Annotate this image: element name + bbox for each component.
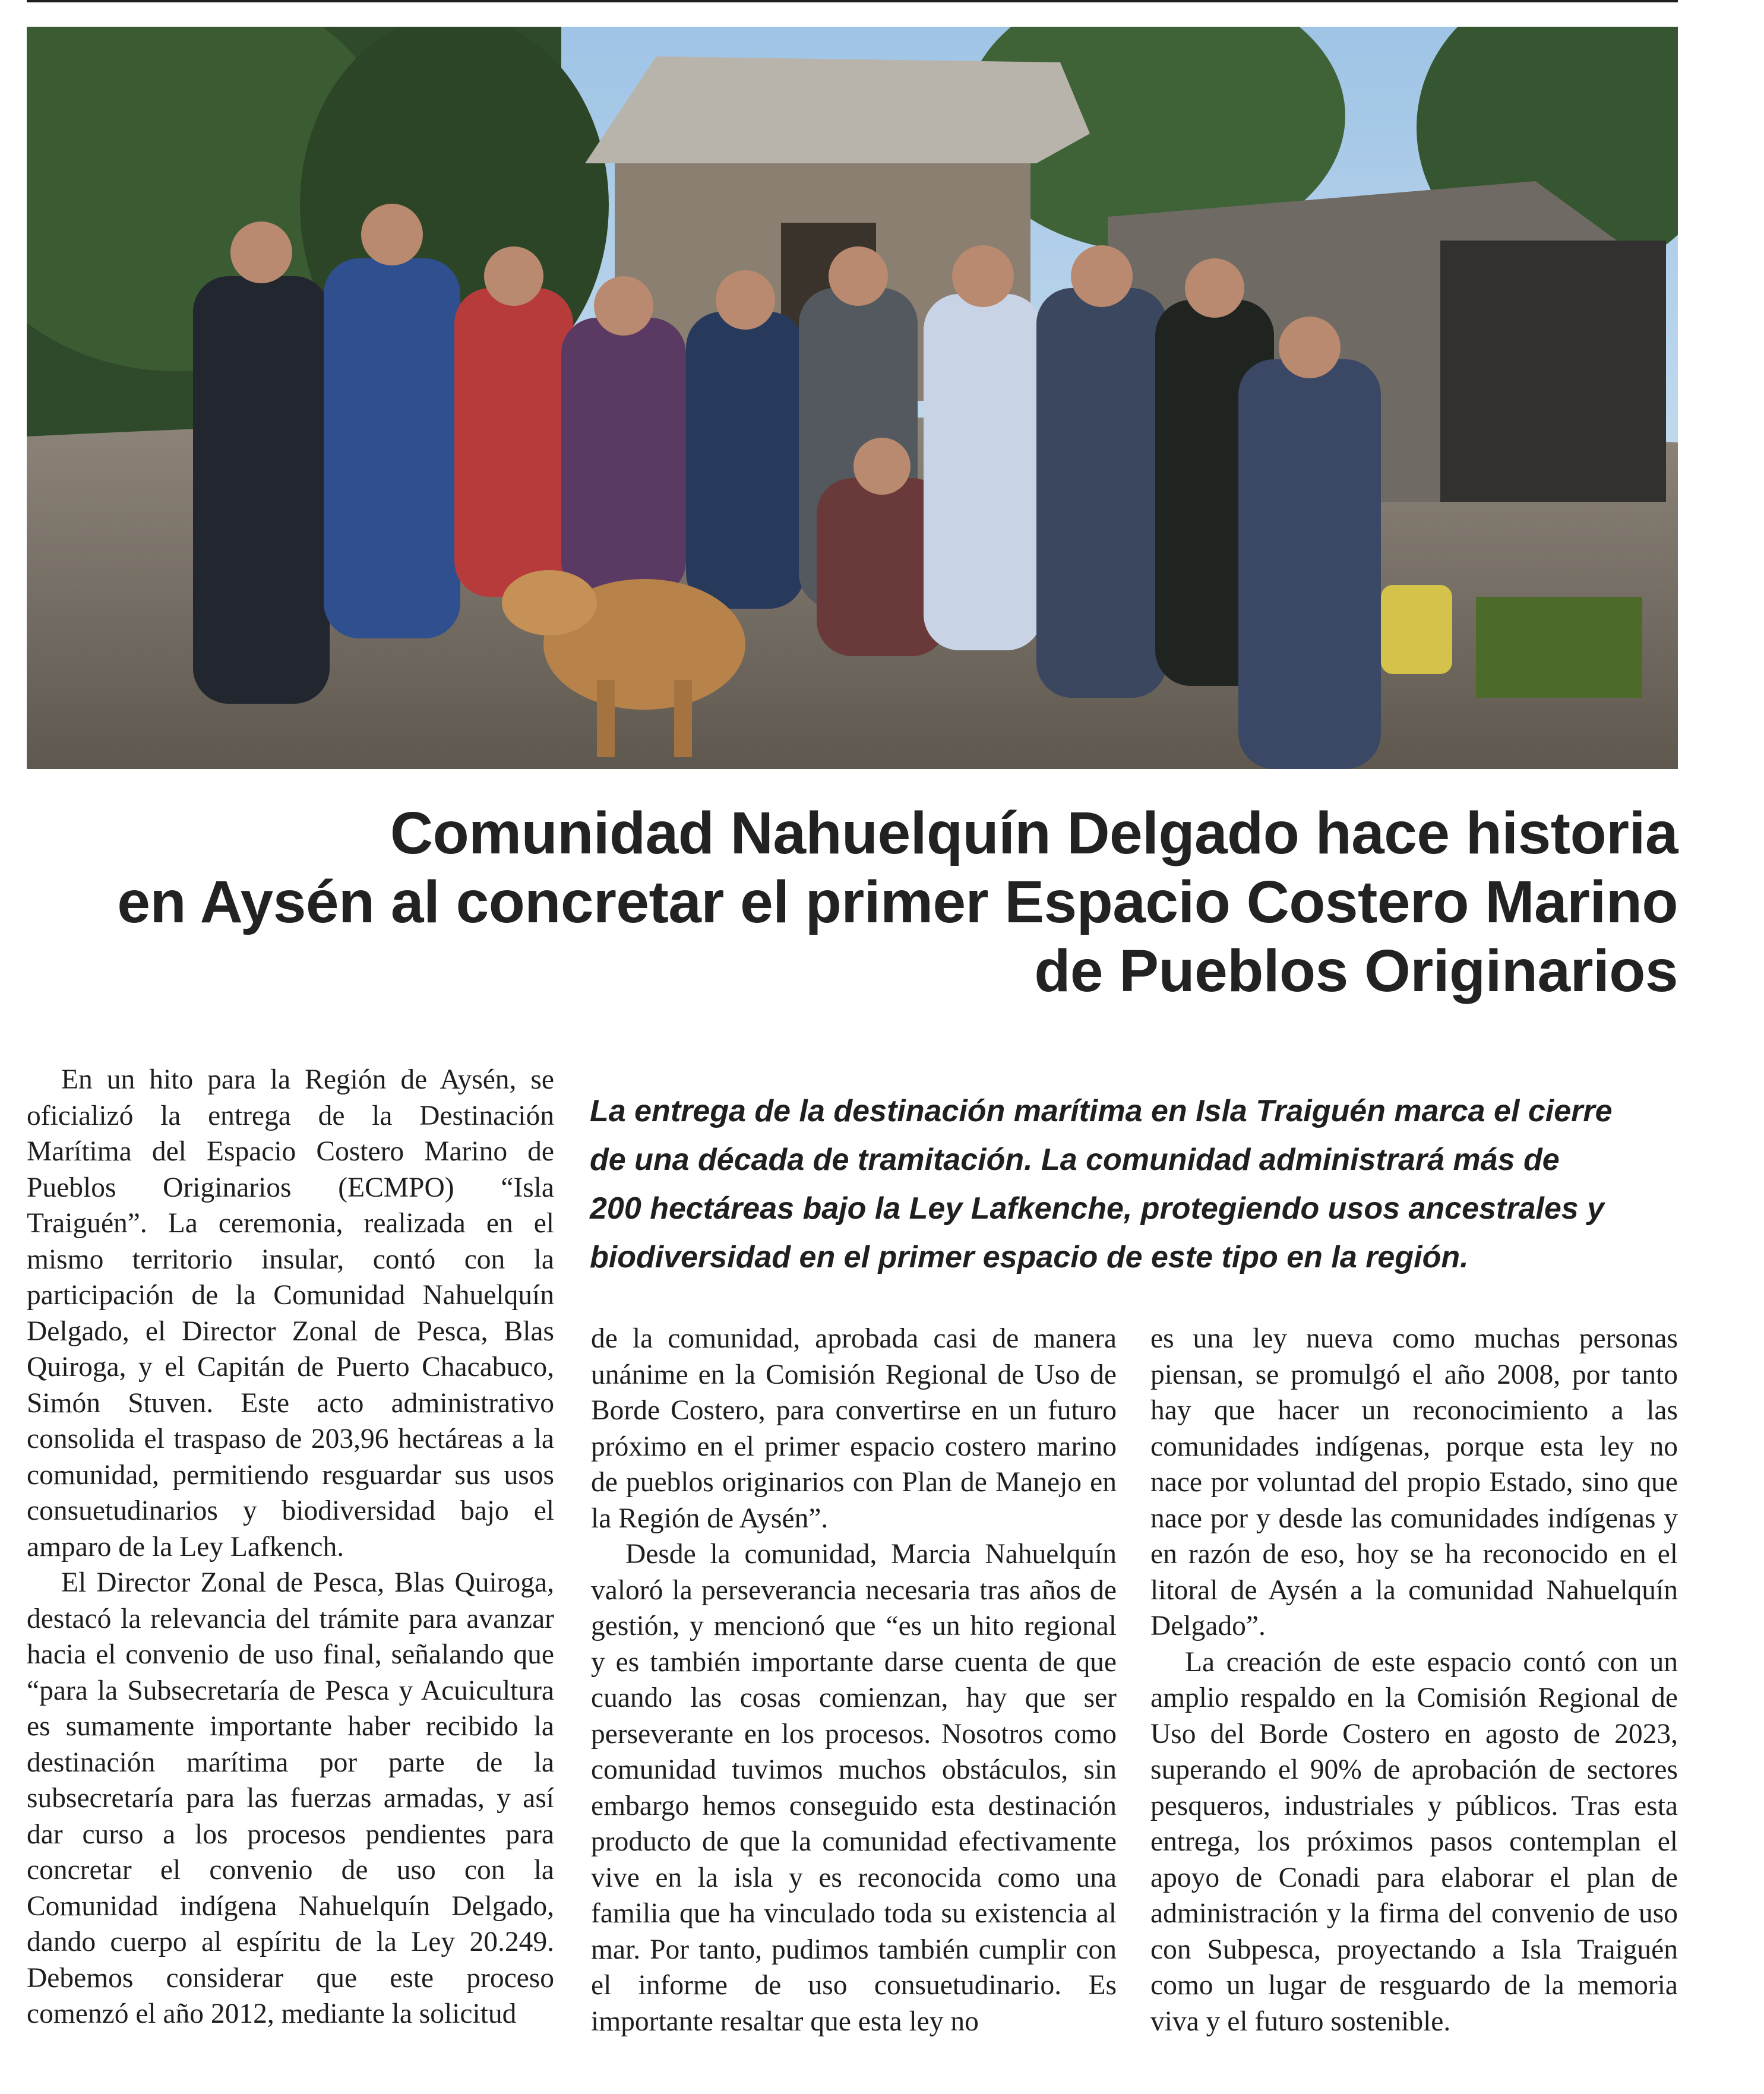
paragraph: de la comunidad, aprobada casi de manera unánime en la Comisión Regional de Uso de Borde Costero, para convertirse en un futuro próximo en el primer espacio costero marino de pueblos originarios con Plan de Manejo en la Región de Aysén”. bbox=[591, 1323, 1117, 1534]
paragraph: es una ley nueva como muchas personas piensan, se promulgó el año 2008, por tanto hay que hacer un reconocimiento a las comunidades indígenas, porque esta ley no nace por voluntad del propio Estado, sino que nace por y desde las comunidades indígenas y en razón de eso, hoy se ha reconocido en el litoral de Aysén a la comunidad Nahuelquín Delgado”. bbox=[1150, 1323, 1678, 1641]
group-photo-illustration bbox=[27, 27, 1678, 769]
lead-line: La entrega de la destinación marítima en Isla Traiguén marca el cierre bbox=[590, 1094, 1613, 1128]
headline bbox=[74, 799, 1678, 1005]
headline-line: en Aysén al concretar el primer Espacio Costero Marino bbox=[117, 869, 1678, 935]
top-rule bbox=[27, 0, 1678, 2]
paragraph: La creación de este espacio contó con un amplio respaldo en la Comisión Regional de Uso del Borde Costero en agosto de 2023, superando el 90% de aprobación de sectores pesqueros, industriales y públicos. Tras esta entrega, los próximos pasos contemplan el apoyo de Conadi para elaborar el plan de administración y la firma del convenio de uso con Subpesca, proyectando a Isla Traiguén como un lugar de resguardo de la memoria viva y el futuro sostenible. bbox=[1150, 1646, 1678, 2037]
article-photo bbox=[27, 27, 1678, 769]
headline-line: Comunidad Nahuelquín Delgado hace historia bbox=[390, 800, 1678, 866]
article-column-3 bbox=[1150, 1321, 1678, 2039]
lead-line: biodiversidad en el primer espacio de este tipo en la región. bbox=[590, 1240, 1469, 1274]
lead-line: de una década de tramitación. La comunidad administrará más de bbox=[590, 1143, 1560, 1177]
article-column-2 bbox=[591, 1321, 1117, 2039]
headline-line: de Pueblos Originarios bbox=[1034, 938, 1678, 1004]
lead-line: 200 hectáreas bajo la Ley Lafkenche, protegiendo usos ancestrales y bbox=[590, 1191, 1605, 1226]
paragraph: El Director Zonal de Pesca, Blas Quiroga, destacó la relevancia del trámite para avanzar hacia el convenio de uso final, señalando que “para la Subsecretaría de Pesca y Acuicultura es sumamente importante haber recibido la destinación marítima por parte de la subsecretaría para las fuerzas armadas, y así dar curso a los procesos pendientes para concretar el convenio de uso con la Comunidad indígena Nahuelquín Delgado, dando cuerpo al espíritu de la Ley 20.249. Debemos considerar que este proceso comenzó el año 2012, mediante la solicitud bbox=[27, 1567, 554, 2029]
article-column-1 bbox=[27, 1062, 554, 2032]
lead-paragraph bbox=[590, 1087, 1677, 1282]
paragraph: En un hito para la Región de Aysén, se oficializó la entrega de la Destinación Marítima del Espacio Costero Marino de Pueblos Originarios (ECMPO) “Isla Traiguén”. La ceremonia, realizada en el mismo territorio insular, contó con la participación de la Comunidad Nahuelquín Delgado, el Director Zonal de Pesca, Blas Quiroga, y el Capitán de Puerto Chacabuco, Simón Stuven. Este acto administrativo consolida el traspaso de 203,96 hectáreas a la comunidad, permitiendo resguardar sus usos consuetudinarios y biodiversidad bajo el amparo de la Ley Lafkench. bbox=[27, 1064, 554, 1562]
paragraph: Desde la comunidad, Marcia Nahuelquín valoró la perseverancia necesaria tras años de gestión, y mencionó que “es un hito regional y es también importante darse cuenta de que cuando las cosas comienzan, hay que ser perseverante en los procesos. Nosotros como comunidad tuvimos muchos obstáculos, sin embargo hemos conseguido esta destinación producto de que la comunidad efectivamente vive en la isla y es reconocida como una familia que ha vinculado toda su existencia al mar. Por tanto, pudimos también cumplir con el informe de uso consuetudinario. Es importante resaltar que esta ley no bbox=[591, 1539, 1117, 2037]
